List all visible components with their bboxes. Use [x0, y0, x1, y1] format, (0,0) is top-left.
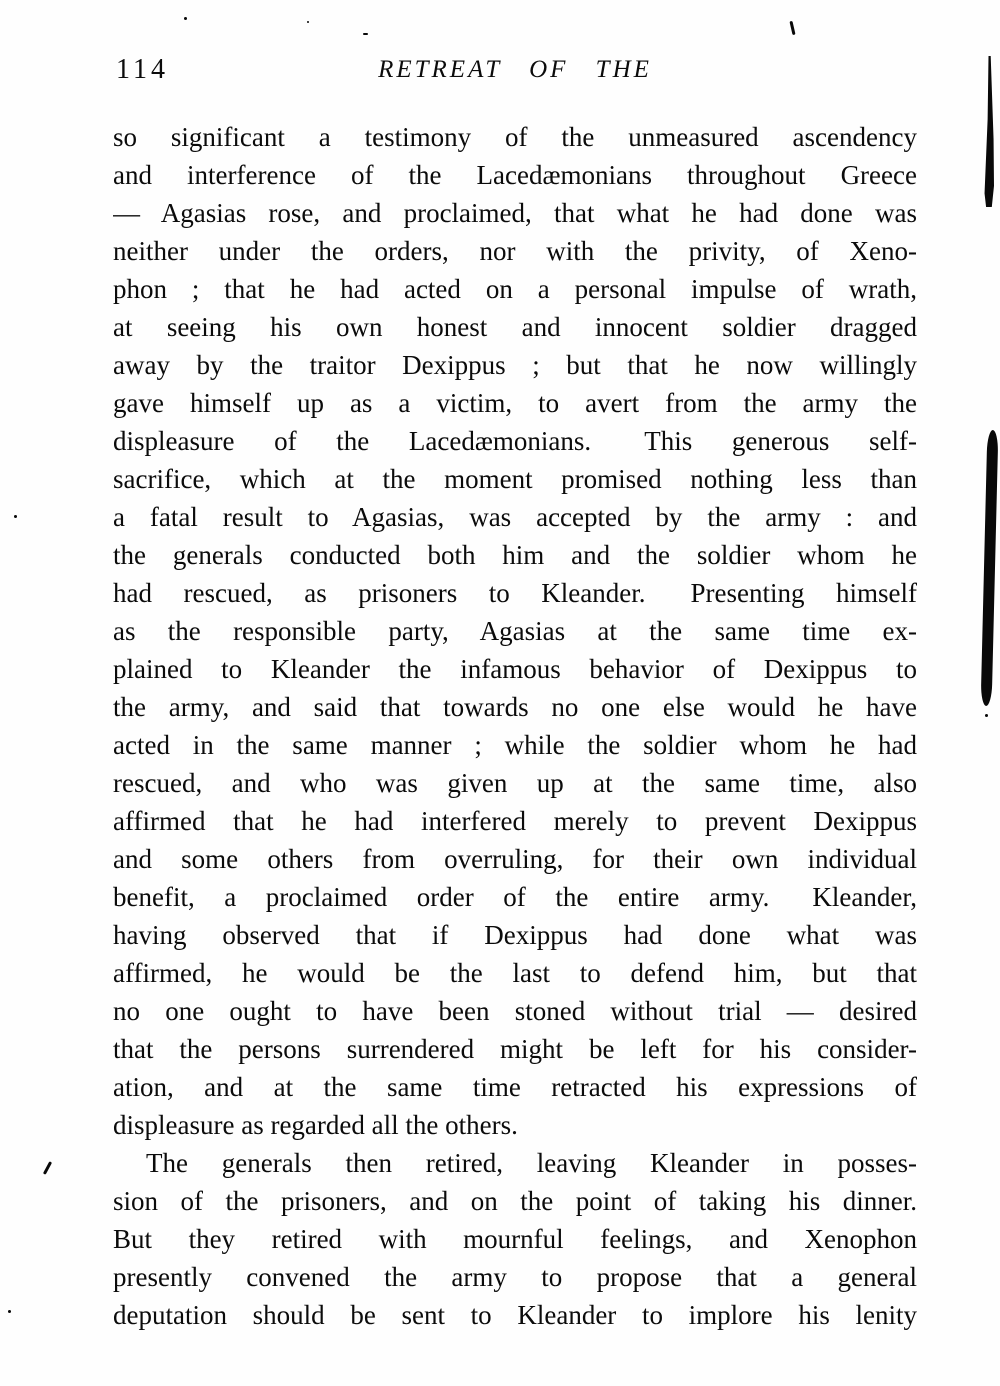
page-number: 114: [116, 54, 169, 85]
text-line: away by the traitor Dexippus ; but that he now willingly: [113, 350, 917, 380]
text-line: at seeing his own honest and innocent soldier dragged: [113, 312, 917, 342]
text-line: presently convened the army to propose that a general: [113, 1262, 917, 1292]
scan-speck: [14, 515, 17, 518]
text-line: sion of the prisoners, and on the point of taking his dinner.: [113, 1186, 917, 1216]
text-line: affirmed, he would be the last to defend him, but that: [113, 958, 917, 988]
text-line: ation, and at the same time retracted his expressions of: [113, 1072, 917, 1102]
text-line: The generals then retired, leaving Kleander in posses-: [146, 1148, 917, 1178]
text-line: no one ought to have been stoned without trial — desired: [113, 996, 917, 1026]
text-line: affirmed that he had interfered merely to prevent Dexippus: [113, 806, 917, 836]
text-line: and some others from overruling, for their own individual: [113, 844, 917, 874]
text-line: neither under the orders, nor with the privity, of Xeno-: [113, 236, 917, 266]
text-line: as the responsible party, Agasias at the same time ex-: [113, 616, 917, 646]
text-line: — Agasias rose, and proclaimed, that what he had done was: [113, 198, 917, 228]
scan-speck: [307, 21, 309, 23]
text-line: rescued, and who was given up at the same time, also: [113, 768, 917, 798]
text-line: deputation should be sent to Kleander to implore his lenity: [113, 1300, 917, 1330]
text-line: acted in the same manner ; while the soldier whom he had: [113, 730, 917, 760]
scan-speck: [184, 17, 187, 20]
text-line: that the persons surrendered might be left for his consider-: [113, 1034, 917, 1064]
text-line: a fatal result to Agasias, was accepted by the army : and: [113, 502, 917, 532]
text-line: phon ; that he had acted on a personal impulse of wrath,: [113, 274, 917, 304]
text-line: the army, and said that towards no one else would he have: [113, 692, 917, 722]
text-line: and interference of the Lacedæmonians throughout Greece: [113, 160, 917, 190]
text-line: the generals conducted both him and the soldier whom he: [113, 540, 917, 570]
running-header: RETREAT OF THE: [378, 56, 652, 83]
scan-stray-mark-left-margin: [43, 1161, 52, 1175]
text-line: so significant a testimony of the unmeasured ascendency: [113, 122, 917, 152]
scan-speck: [8, 1310, 11, 1313]
scan-speck: [363, 33, 368, 35]
text-line: sacrifice, which at the moment promised nothing less than: [113, 464, 917, 494]
text-line: had rescued, as prisoners to Kleander. Presenting himself: [113, 578, 917, 608]
text-line: displeasure as regarded all the others.: [113, 1110, 518, 1140]
text-line: gave himself up as a victim, to avert from the army the: [113, 388, 917, 418]
text-line: plained to Kleander the infamous behavior of Dexippus to: [113, 654, 917, 684]
text-line: But they retired with mournful feelings, and Xenophon: [113, 1224, 917, 1254]
scan-edge-ink-mark-top: [983, 56, 994, 207]
text-line: displeasure of the Lacedæmonians. This generous self-: [113, 426, 917, 456]
body-text: [113, 118, 917, 1334]
scan-stray-mark-top-right: [789, 21, 795, 35]
text-line: having observed that if Dexippus had done what was: [113, 920, 917, 950]
scan-speck: [985, 714, 988, 717]
scan-edge-ink-mark-middle: [981, 430, 999, 706]
text-line: benefit, a proclaimed order of the entire army. Kleander,: [113, 882, 917, 912]
